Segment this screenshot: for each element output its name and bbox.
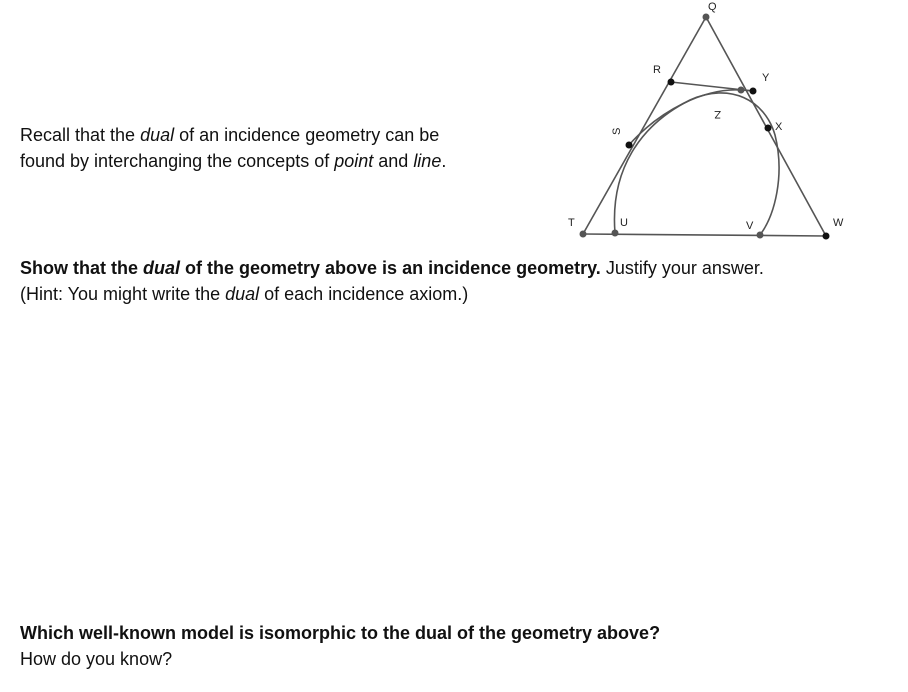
question-2 xyxy=(20,620,880,672)
label-q: Q xyxy=(708,1,717,13)
q1-dual-term: dual xyxy=(143,258,181,278)
label-r: R xyxy=(653,64,661,76)
point-y xyxy=(750,88,757,95)
point-u xyxy=(612,230,619,237)
line-tw xyxy=(583,234,826,236)
question-1 xyxy=(20,255,880,307)
label-t: T xyxy=(568,217,575,229)
intro-dual-term: dual xyxy=(140,125,175,145)
point-v xyxy=(757,232,764,239)
intro-text-5: . xyxy=(441,151,447,171)
incidence-geometry-figure xyxy=(550,0,880,250)
label-u: U xyxy=(620,217,628,229)
q1-bold-2: of the geometry above is an incidence geometry. xyxy=(180,258,601,278)
intro-text-1: Recall that the xyxy=(20,125,141,145)
hint-dual-term: dual xyxy=(225,284,260,304)
q2-line2: How do you know? xyxy=(20,649,173,669)
label-y: Y xyxy=(762,72,770,84)
label-w: W xyxy=(833,217,844,229)
intro-text-3: found by interchanging the concepts of xyxy=(20,151,335,171)
label-s: S xyxy=(611,127,623,135)
intro-text-2: of an incidence geometry can be xyxy=(174,125,440,145)
point-w xyxy=(823,233,830,240)
line-qt xyxy=(583,17,706,234)
hint-text-2: of each incidence axiom.) xyxy=(259,284,469,304)
intro-point-term: point xyxy=(334,151,374,171)
point-x xyxy=(765,125,772,132)
q1-rest: Justify your answer. xyxy=(600,258,764,278)
intro-line-term: line xyxy=(413,151,442,171)
label-x: X xyxy=(775,121,783,133)
point-s xyxy=(626,142,633,149)
q1-bold-1: Show that the xyxy=(20,258,143,278)
point-r xyxy=(668,79,675,86)
point-q xyxy=(703,14,710,21)
label-v: V xyxy=(746,220,754,232)
hint-text-1: (Hint: You might write the xyxy=(20,284,226,304)
intro-paragraph xyxy=(20,122,540,174)
intro-text-4: and xyxy=(373,151,414,171)
label-z: Z xyxy=(714,108,721,120)
q2-bold: Which well-known model is isomorphic to the dual of the geometry above? xyxy=(20,623,661,643)
point-t xyxy=(580,231,587,238)
curve-sy xyxy=(629,90,753,145)
curve-uszxv xyxy=(614,93,779,235)
point-z xyxy=(738,87,745,94)
